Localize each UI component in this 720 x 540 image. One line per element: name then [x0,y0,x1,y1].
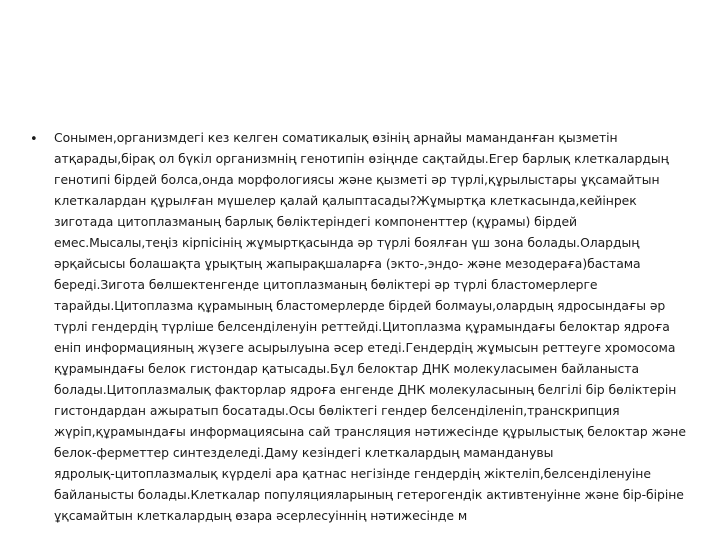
paragraph-line: тарайды.Цитоплазма құрамының бластомерлерде бірдей болмауы,олардың ядросындағы әр [54,298,666,313]
paragraph-line: береді.Зигота бөлшектенгенде цитоплазманың бөліктері әр түрлі бластомерлерге [54,277,598,292]
paragraph-line: атқарады,бірақ ол бүкіл организмнің генотипін өзіңнде сақтайды.Егер барлық клеткалардың [54,151,669,166]
paragraph-line: байланысты болады.Клеткалар популяцияларының гетерогендік активтенуінне және бір-біріне [54,487,684,502]
paragraph-line: емес.Мысалы,теңіз кірпісінің жұмыртқасында әр түрлі боялған үш зона болады.Олардың [54,235,640,250]
paragraph-line: клеткалардан құрылған мүшелер қалай қалыптасады?Жұмыртқа клеткасында,кейінрек [54,193,637,208]
paragraph-line: еніп информацияның жүзеге асырылуына әсер етеді.Гендердің жұмысын реттеуге хромосома [54,340,676,355]
paragraph-line: әрқайсысы болашақта ұрықтың жапырақшаларға (экто-,эндо- және мезодерағa)бастама [54,256,641,271]
paragraph-line: құрамындағы белок гистондар қатысады.Бұл белоктар ДНК молекуласымен байланыста [54,361,640,376]
paragraph-line: болады.Цитоплазмалық факторлар ядроға енгенде ДНК молекуласының белгілі бір бөліктерін [54,382,677,397]
bullet-marker: • [30,132,38,147]
paragraph-line: белок-ферметтер синтезделеді.Даму кезіндегі клеткалардың маманданувы [54,445,554,460]
paragraph-line: түрлі гендердің түрліше белсенділенуін реттейді.Цитоплазма құрамындағы белоктар ядроға [54,319,670,334]
paragraph-line: Сонымен,организмдегі кез келген соматикалық өзінің арнайы маманданған қызметін [54,130,618,145]
paragraph-line: ұқсамайтын клеткалардың өзара әсерлесуіннің нәтижесінде м [54,508,468,523]
paragraph-line: зиготада цитоплазманың барлық бөліктеріндегі компоненттер (құрамы) бірдей [54,214,578,229]
paragraph-line: жүріп,құрамындағы информациясына сай трансляция нәтижесінде құрылыстық белоктар және [54,424,686,439]
paragraph-line: генотипі бірдей болса,онда морфологиясы және қызметі әр түрлі,құрылыстары ұқсамайтын [54,172,660,187]
paragraph-line: ядролық-цитоплазмалық күрделі ара қатнас негізінде гендердің жіктеліп,белсенділенуіне [54,466,651,481]
paragraph-line: гистондардан ажыратып босатады.Осы бөліктегі гендер белсенділеніп,транскрипция [54,403,620,418]
